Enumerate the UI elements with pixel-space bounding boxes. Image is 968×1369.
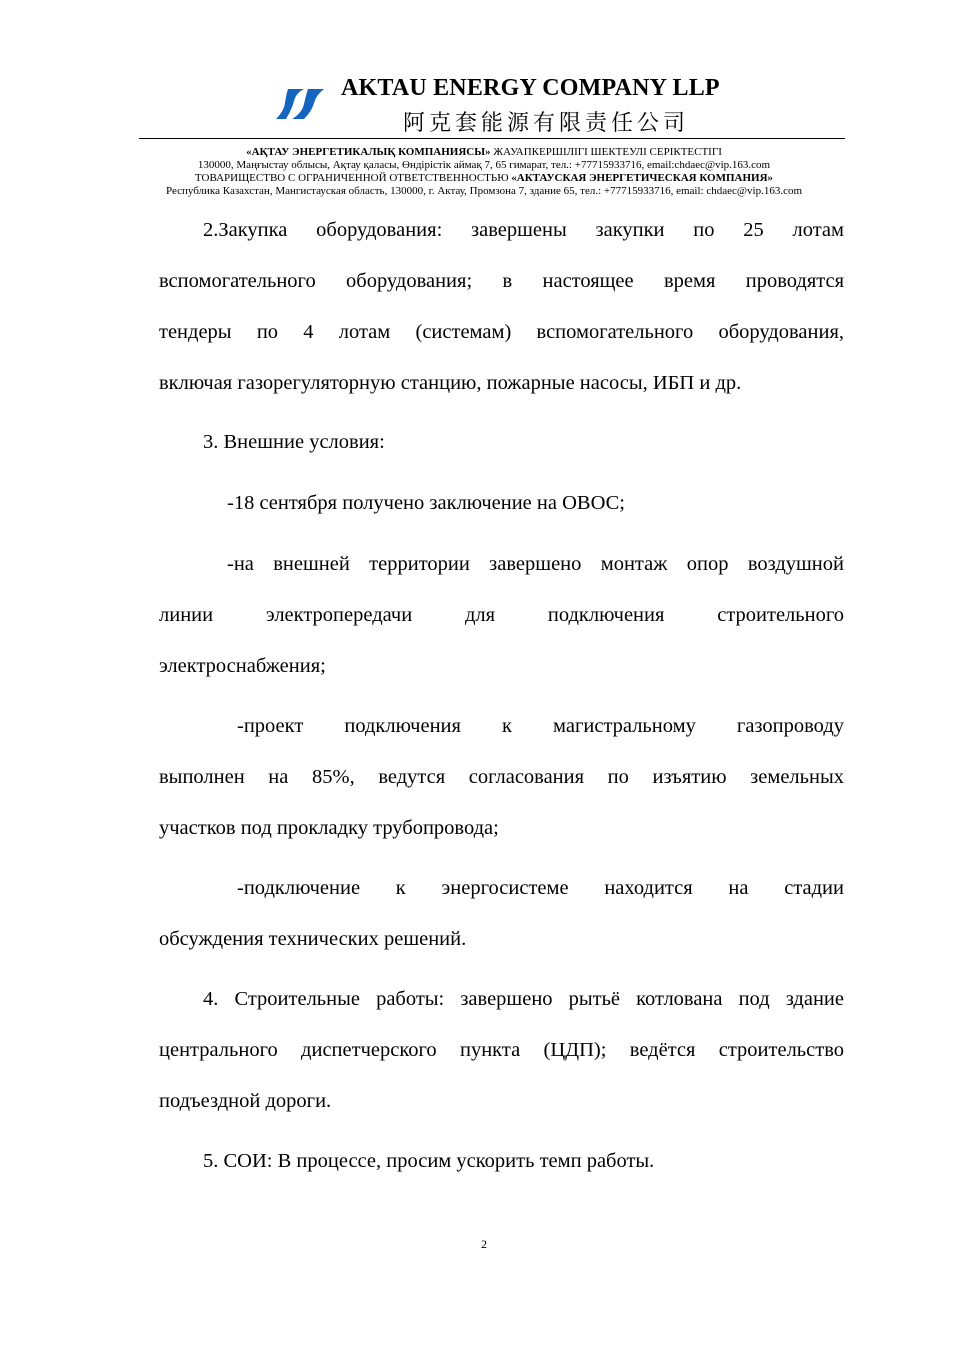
company-name-en: AKTAU ENERGY COMPANY LLP bbox=[341, 75, 720, 101]
text-line: центрального диспетчерского пункта (ЦДП); ведётся строительство bbox=[159, 1039, 844, 1061]
letterhead-ru-name bbox=[100, 172, 868, 185]
text-line: -на внешней территории завершено монтаж опор воздушной bbox=[227, 553, 844, 575]
text-line: 2.Закупка оборудования: завершены закупки по 25 лотам bbox=[203, 219, 844, 241]
text-line: 5. СОИ: В процессе, просим ускорить темп работы. bbox=[203, 1150, 655, 1172]
company-name-cn: 阿克套能源有限责任公司 bbox=[403, 110, 690, 135]
text-line: -проект подключения к магистральному газопроводу bbox=[237, 715, 844, 737]
text-line: тендеры по 4 лотам (системам) вспомогательного оборудования, bbox=[159, 321, 844, 343]
company-logo-icon bbox=[274, 87, 326, 121]
text-line: участков под прокладку трубопровода; bbox=[159, 817, 499, 839]
kz-company-name: «АҚТАУ ЭНЕРГЕТИКАЛЫҚ КОМПАНИЯСЫ» bbox=[246, 146, 491, 158]
paragraph-power-line bbox=[159, 539, 844, 692]
paragraph-soi bbox=[159, 1136, 844, 1187]
text-line: 4. Строительные работы: завершено рытьё котлована под здание bbox=[203, 988, 844, 1010]
text-line: электроснабжения; bbox=[159, 655, 326, 677]
letterhead-kz-name bbox=[100, 146, 868, 159]
text-line: 3. Внешние условия: bbox=[203, 431, 385, 453]
letterhead-kz-address: 130000, Маңғыстау облысы, Ақтау қаласы, Өндірістік аймақ 7, 65 гимарат, тел.: +77715933716, email:chdaec@vip.163.com bbox=[197, 159, 771, 171]
text-line: выполнен на 85%, ведутся согласования по изъятию земельных bbox=[159, 766, 844, 788]
page-number: 2 bbox=[481, 1237, 487, 1251]
letterhead-ru-address: Республика Казахстан, Мангистауская область, 130000, г. Актау, Промзона 7, здание 65, тел.: +77715933716, email: chdaec@vip.163.com bbox=[165, 185, 803, 197]
paragraph-grid-connection bbox=[159, 863, 844, 965]
letterhead-divider bbox=[139, 138, 845, 139]
ru-company-name: «АКТАУСКАЯ ЭНЕРГЕТИЧЕСКАЯ КОМПАНИЯ» bbox=[511, 172, 774, 184]
paragraph-construction bbox=[159, 974, 844, 1127]
text-line: линии электропередачи для подключения строительного bbox=[159, 604, 844, 626]
text-line: -подключение к энергосистеме находится на стадии bbox=[237, 877, 844, 899]
kz-company-type: ЖАУАПКЕРШІЛІГІ ШЕКТЕУЛІ СЕРІКТЕСТІГІ bbox=[490, 146, 722, 158]
ru-company-type: ТОВАРИЩЕСТВО С ОГРАНИЧЕННОЙ ОТВЕТСТВЕННОСТЬЮ bbox=[194, 172, 512, 184]
text-line: -18 сентября получено заключение на ОВОС; bbox=[227, 492, 625, 514]
paragraph-external-conditions bbox=[159, 417, 844, 468]
text-line: обсуждения технических решений. bbox=[159, 928, 467, 950]
text-line: включая газорегуляторную станцию, пожарные насосы, ИБП и др. bbox=[159, 372, 742, 394]
paragraph-ovos bbox=[159, 478, 844, 529]
paragraph-procurement bbox=[159, 205, 844, 409]
text-line: вспомогательного оборудования; в настоящее время проводятся bbox=[159, 270, 844, 292]
paragraph-gas-pipeline bbox=[159, 701, 844, 854]
text-line: подъездной дороги. bbox=[159, 1090, 332, 1112]
